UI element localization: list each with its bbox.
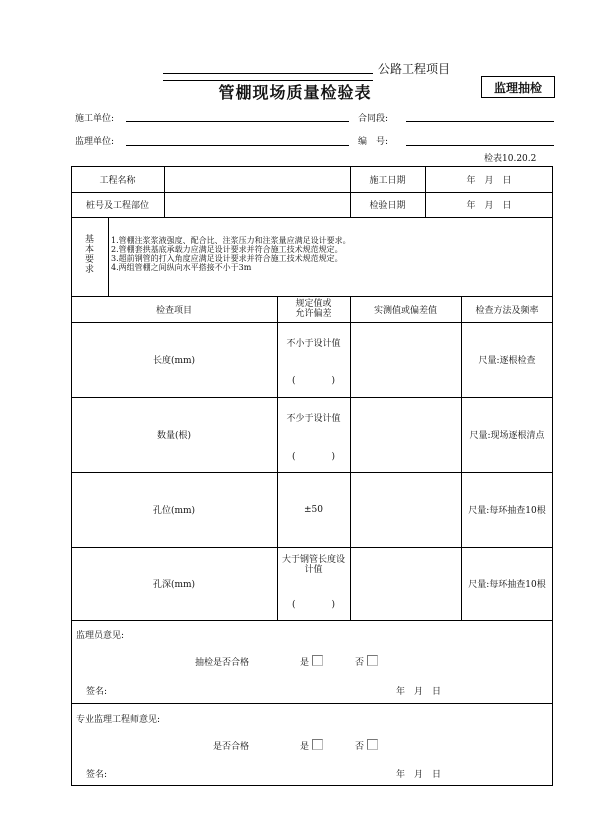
engineer-signature-label: 签名: bbox=[86, 770, 108, 780]
inspector-pass-question: 抽检是否合格 bbox=[195, 658, 250, 668]
yes-checkbox[interactable] bbox=[312, 655, 323, 666]
yes-label: 是 bbox=[300, 658, 310, 668]
project-type-label: 公路工程项目 bbox=[378, 62, 451, 76]
requirement-item: 2.管棚套拱基底承载力应满足设计要求并符合施工技术规范规定。 bbox=[111, 245, 343, 254]
no-checkbox[interactable] bbox=[367, 739, 378, 750]
inspection-date-field[interactable]: 年 月 日 bbox=[466, 201, 512, 211]
spec-value: 不小于设计值 bbox=[286, 339, 341, 349]
no-checkbox[interactable] bbox=[367, 655, 378, 666]
construction-date-label: 施工日期 bbox=[369, 175, 406, 186]
no-label: 否 bbox=[355, 742, 365, 752]
basic-req-char: 本 bbox=[84, 245, 94, 255]
project-name-field[interactable] bbox=[165, 166, 350, 192]
construction-date-field[interactable]: 年 月 日 bbox=[466, 175, 512, 186]
check-item-length: 长度(mm) bbox=[152, 356, 196, 366]
requirement-item: 3.超前钢管的打入角度应满足设计要求并符合施工技术规范规定。 bbox=[111, 254, 343, 263]
inspector-no-option[interactable] bbox=[355, 655, 378, 668]
col-header-measured: 实测值或偏差值 bbox=[373, 305, 437, 316]
spec-paren: ( ) bbox=[291, 600, 336, 610]
col-header-spec: 规定值或 允许偏差 bbox=[295, 299, 332, 319]
basic-req-char: 求 bbox=[84, 265, 94, 275]
construction-unit-line bbox=[126, 121, 349, 122]
station-field[interactable] bbox=[165, 192, 350, 217]
inspector-signature-label: 签名: bbox=[86, 687, 108, 697]
check-method: 尺量:现场逐根清点 bbox=[469, 431, 545, 441]
station-label: 桩号及工程部位 bbox=[85, 201, 149, 211]
engineer-date: 年 月 日 bbox=[396, 770, 442, 780]
row-divider bbox=[71, 217, 553, 218]
spec-paren: ( ) bbox=[291, 452, 336, 462]
form-code: 检表10.20.2 bbox=[484, 154, 537, 164]
check-method: 尺量:逐根检查 bbox=[478, 356, 536, 366]
spec-value: 不少于设计值 bbox=[286, 414, 341, 424]
check-method: 尺量:每环抽查10根 bbox=[468, 506, 546, 516]
check-item-quantity: 数量(根) bbox=[156, 431, 192, 441]
number-label: 编 号: bbox=[358, 137, 389, 147]
measured-value-field[interactable] bbox=[351, 472, 461, 547]
project-name-label: 工程名称 bbox=[99, 175, 136, 186]
project-name-line bbox=[163, 73, 373, 74]
spec-value: 大于钢管长度设 计值 bbox=[281, 555, 345, 575]
inspector-yes-option[interactable] bbox=[300, 655, 323, 668]
check-item-hole-depth: 孔深(mm) bbox=[152, 580, 196, 590]
col-header-method: 检查方法及频率 bbox=[475, 305, 539, 316]
supervision-check-stamp: 监理抽检 bbox=[481, 76, 555, 98]
inspector-date: 年 月 日 bbox=[396, 687, 442, 697]
check-method: 尺量:每环抽查10根 bbox=[468, 580, 546, 590]
requirement-item: 4.两组管棚之间纵向水平搭接不小于3m bbox=[111, 263, 252, 272]
contract-section-label: 合同段: bbox=[358, 114, 389, 124]
basic-req-char: 基 bbox=[84, 235, 94, 245]
row-divider bbox=[71, 703, 553, 704]
engineer-no-option[interactable] bbox=[355, 739, 378, 752]
measured-value-field[interactable] bbox=[351, 547, 461, 620]
supervision-unit-label: 监理单位: bbox=[75, 137, 115, 147]
measured-value-field[interactable] bbox=[351, 397, 461, 472]
basic-req-char: 要 bbox=[84, 255, 94, 265]
contract-section-line bbox=[406, 121, 554, 122]
engineer-opinion-title: 专业监理工程师意见: bbox=[76, 715, 161, 725]
inspector-opinion-title: 监理员意见: bbox=[76, 631, 125, 641]
engineer-pass-question: 是否合格 bbox=[213, 742, 250, 752]
col-divider bbox=[108, 217, 109, 296]
requirement-item: 1.管棚注浆浆液强度、配合比、注浆压力和注浆量应满足设计要求。 bbox=[111, 236, 351, 245]
row-divider bbox=[71, 620, 553, 621]
page-title: 管棚现场质量检验表 bbox=[218, 83, 372, 102]
number-line bbox=[406, 145, 554, 146]
basic-requirements-label bbox=[71, 235, 108, 275]
requirements-list bbox=[111, 236, 551, 272]
supervision-unit-line bbox=[126, 145, 349, 146]
yes-checkbox[interactable] bbox=[312, 739, 323, 750]
spec-paren: ( ) bbox=[291, 376, 336, 386]
spec-value: ±50 bbox=[304, 504, 323, 515]
col-header-item: 检查项目 bbox=[155, 305, 192, 316]
measured-value-field[interactable] bbox=[351, 322, 461, 397]
construction-unit-label: 施工单位: bbox=[75, 114, 115, 124]
check-item-hole-position: 孔位(mm) bbox=[152, 506, 196, 516]
no-label: 否 bbox=[355, 658, 365, 668]
yes-label: 是 bbox=[300, 742, 310, 752]
engineer-yes-option[interactable] bbox=[300, 739, 323, 752]
inspection-date-label: 检验日期 bbox=[369, 201, 406, 211]
